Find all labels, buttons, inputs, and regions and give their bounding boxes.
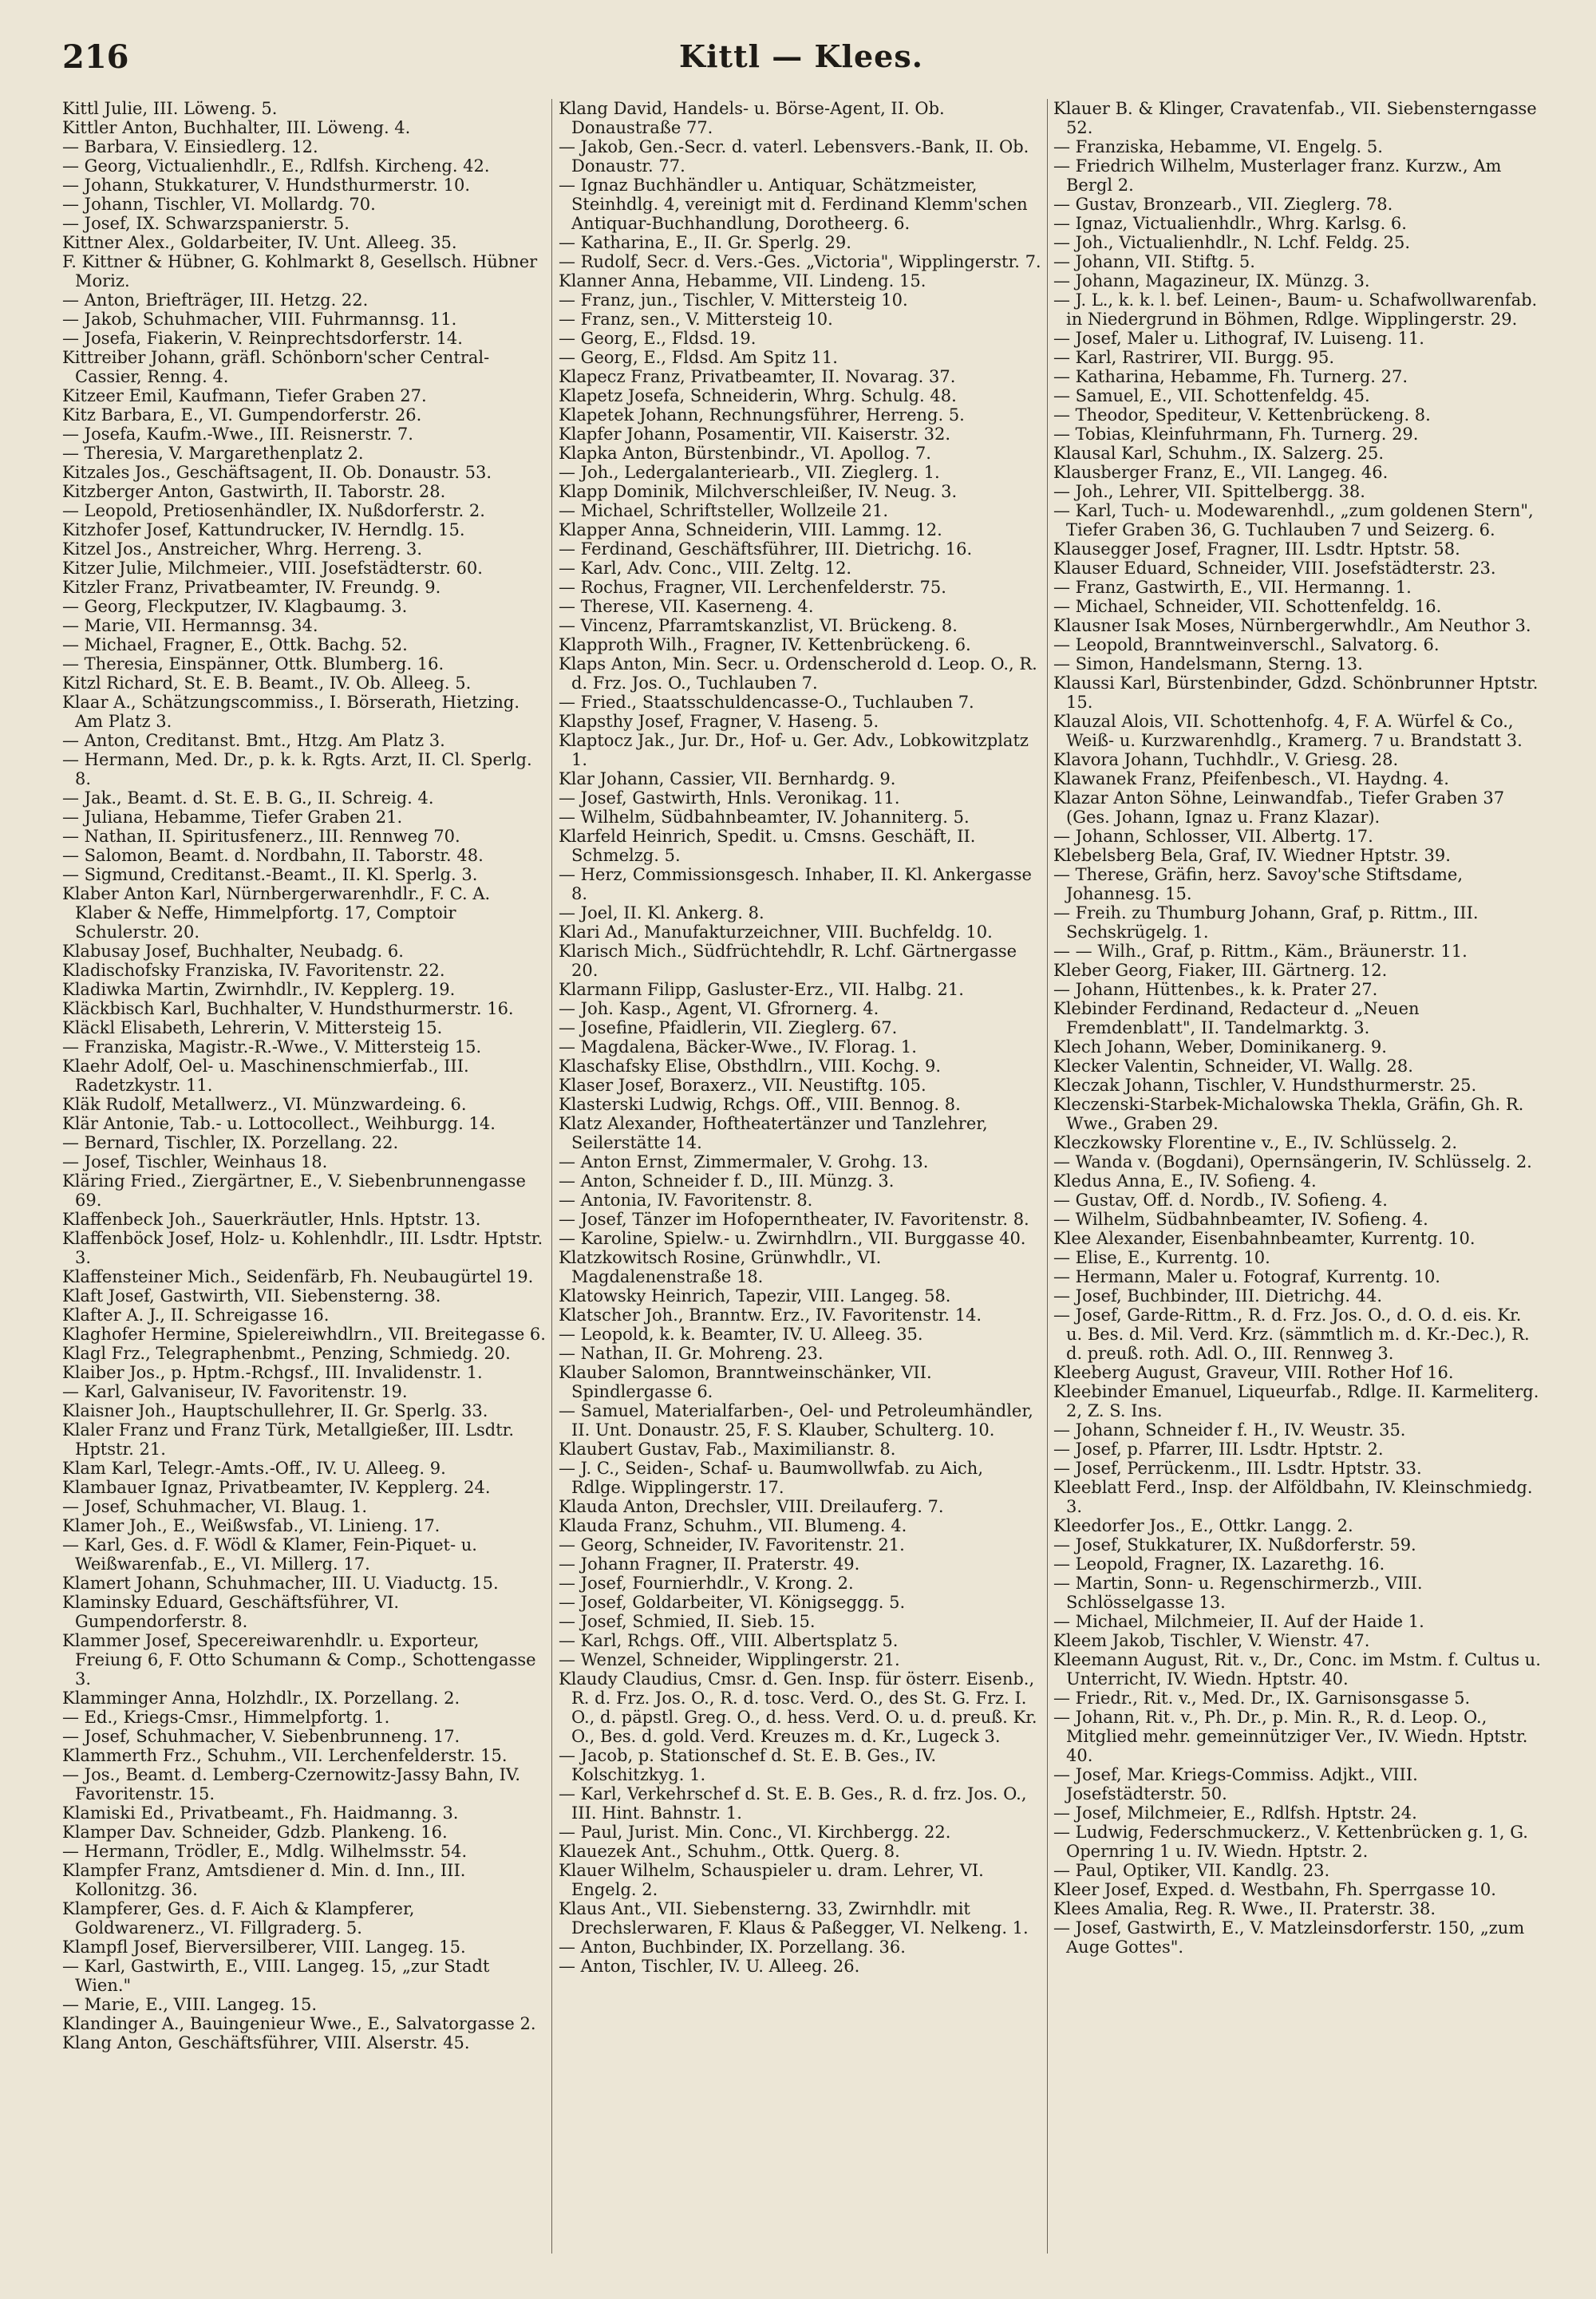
directory-entry: Kitzel Jos., Anstreicher, Whrg. Herreng. 3. — [62, 539, 423, 559]
directory-entry: Klaghofer Hermine, Spielereiwhdlrn., VII. Breitegasse 6. — [62, 1325, 546, 1344]
directory-entry: Kitz Barbara, E., VI. Gumpendorferstr. 26. — [62, 405, 422, 425]
directory-entry: Kleem Jakob, Tischler, V. Wienstr. 47. — [1053, 1631, 1370, 1650]
directory-entry: Klasterski Ludwig, Rchgs. Off., VIII. Bennog. 8. — [559, 1095, 961, 1114]
directory-entry: Klausberger Franz, E., VII. Langeg. 46. — [1053, 463, 1389, 482]
directory-entry: — Therese, Gräfin, herz. Savoy'sche Stiftsdame, Johannesg. 15. — [1053, 865, 1464, 903]
column-1 — [62, 99, 546, 2254]
directory-entry: — Josef, Buchbinder, III. Dietrichg. 44. — [1053, 1286, 1383, 1306]
directory-entry: — Johann, Tischler, VI. Mollardg. 70. — [62, 195, 376, 214]
directory-entry: — Josef, Maler u. Lithograf, IV. Luiseng. 11. — [1053, 329, 1424, 348]
directory-entry: — Georg, E., Fldsd. 19. — [559, 329, 757, 348]
directory-entry: Klamminger Anna, Holzhdlr., IX. Porzellang. 2. — [62, 1689, 460, 1708]
directory-entry: — Theresia, Einspänner, Ottk. Blumberg. 16. — [62, 654, 444, 674]
directory-entry: Klauser Eduard, Schneider, VIII. Josefstädterstr. 23. — [1053, 559, 1496, 578]
directory-entry: Kleczkowsky Florentine v., E., IV. Schlüsselg. 2. — [1053, 1133, 1458, 1152]
directory-entry: Klaser Josef, Boraxerz., VII. Neustiftg. 105. — [559, 1076, 926, 1095]
directory-entry: Klaiber Jos., p. Hptm.-Rchgsf., III. Invalidenstr. 1. — [62, 1363, 483, 1382]
directory-entry: — Josef, Garde-Rittm., R. d. Frz. Jos. O., d. O. d. eis. Kr. u. Bes. d. Mil. Verd. Krz. (sämmtlich m. d. Kr.-Dec.), R. d. preuß. roth. Adl. O., III. Rennweg 3. — [1053, 1306, 1530, 1363]
directory-entry: Klauer Wilhelm, Schauspieler u. dram. Lehrer, VI. Engelg. 2. — [559, 1861, 984, 1899]
directory-entry: Kittreiber Johann, gräfl. Schönborn'scher Central-Cassier, Renng. 4. — [62, 348, 490, 386]
directory-entry: — J. L., k. k. l. bef. Leinen-, Baum- u. Schafwollwarenfab. in Niedergrund in Böhmen, Rdlge. Wipplingerstr. 29. — [1053, 290, 1538, 329]
directory-entry: — Bernard, Tischler, IX. Porzellang. 22. — [62, 1133, 399, 1152]
directory-entry: — Josefa, Kaufm.-Wwe., III. Reisnerstr. 7. — [62, 425, 413, 444]
directory-entry: — Karl, Rchgs. Off., VIII. Albertsplatz 5. — [559, 1631, 899, 1650]
directory-entry: Kleczenski-Starbek-Michalowska Thekla, Gräfin, Gh. R. Wwe., Graben 29. — [1053, 1095, 1524, 1133]
directory-entry: — Johann, Schlosser, VII. Albertg. 17. — [1053, 827, 1373, 846]
directory-entry: Klaar A., Schätzungscommiss., I. Börserath, Hietzing. Am Platz 3. — [62, 693, 519, 731]
directory-entry: Kittler Anton, Buchhalter, III. Löweng. 4. — [62, 118, 411, 137]
directory-entry: Klapp Dominik, Milchverschleißer, IV. Neug. 3. — [559, 482, 958, 501]
directory-entry: Klapetz Josefa, Schneiderin, Whrg. Schulg. 48. — [559, 386, 957, 405]
column-3 — [1053, 99, 1542, 2254]
directory-entry: — Josef, Schuhmacher, VI. Blaug. 1. — [62, 1497, 368, 1516]
directory-entry: — Josef, Milchmeier, E., Rdlfsh. Hptstr. 24. — [1053, 1803, 1417, 1823]
directory-entry: — Joh., Lehrer, VII. Spittelbergg. 38. — [1053, 482, 1365, 501]
directory-entry: Klawanek Franz, Pfeifenbesch., VI. Haydng. 4. — [1053, 769, 1449, 788]
directory-entry: — Gustav, Bronzearb., VII. Zieglerg. 78. — [1053, 195, 1393, 214]
directory-entry: — Josef, Stukkaturer, IX. Nußdorferstr. 59. — [1053, 1535, 1416, 1554]
directory-entry: Klaehr Adolf, Oel- u. Maschinenschmierfab., III. Radetzkystr. 11. — [62, 1057, 469, 1095]
directory-entry: Klech Johann, Weber, Dominikanerg. 9. — [1053, 1037, 1387, 1057]
directory-entry: — Nathan, II. Spiritusfenerz., III. Rennweg 70. — [62, 827, 460, 846]
directory-entry: Kitzberger Anton, Gastwirth, II. Taborstr. 28. — [62, 482, 446, 501]
directory-entry: — — Wilh., Graf, p. Rittm., Käm., Bräunerstr. 11. — [1053, 942, 1468, 961]
directory-entry: Klapecz Franz, Privatbeamter, II. Novarag. 37. — [559, 367, 956, 386]
directory-entry: Klaffensteiner Mich., Seidenfärb, Fh. Neubaugürtel 19. — [62, 1267, 534, 1286]
directory-entry: — Jacob, p. Stationschef d. St. E. B. Ges., IV. Kolschitzkyg. 1. — [559, 1746, 937, 1784]
directory-entry: Klammer Josef, Specereiwarenhdlr. u. Exporteur, Freiung 6, F. Otto Schumann & Comp., Schottengasse 3. — [62, 1631, 536, 1689]
directory-entry: — Samuel, E., VII. Schottenfeldg. 45. — [1053, 386, 1370, 405]
directory-entry: — Karl, Adv. Conc., VIII. Zeltg. 12. — [559, 559, 852, 578]
directory-entry: Klaffenböck Josef, Holz- u. Kohlenhdlr., III. Lsdtr. Hptstr. 3. — [62, 1229, 543, 1267]
directory-entry: — Leopold, Pretiosenhändler, IX. Nußdorferstr. 2. — [62, 501, 485, 520]
directory-entry: Klabusay Josef, Buchhalter, Neubadg. 6. — [62, 942, 404, 961]
directory-entry: Klapper Anna, Schneiderin, VIII. Lammg. 12. — [559, 520, 942, 539]
directory-entry: — Joh. Kasp., Agent, VI. Gfrornerg. 4. — [559, 999, 879, 1018]
directory-entry: Klavora Johann, Tuchhdlr., V. Griesg. 28. — [1053, 750, 1399, 769]
directory-entry: Klamper Dav. Schneider, Gdzb. Plankeng. 16. — [62, 1823, 448, 1842]
directory-entry: Kleebinder Emanuel, Liqueurfab., Rdlge. II. Karmeliterg. 2, Z. S. Ins. — [1053, 1382, 1539, 1420]
directory-entry: — Josefa, Fiakerin, V. Reinprechtsdorferstr. 14. — [62, 329, 463, 348]
directory-entry: — Gustav, Off. d. Nordb., IV. Sofieng. 4. — [1053, 1191, 1388, 1210]
directory-entry: Klaussi Karl, Bürstenbinder, Gdzd. Schönbrunner Hptstr. 15. — [1053, 674, 1539, 712]
directory-entry: — Elise, E., Kurrentg. 10. — [1053, 1248, 1270, 1267]
directory-entry: — Sigmund, Creditanst.-Beamt., II. Kl. Sperlg. 3. — [62, 865, 478, 884]
directory-entry: — Magdalena, Bäcker-Wwe., IV. Florag. 1. — [559, 1037, 917, 1057]
directory-entry: — Josef, Gastwirth, E., V. Matzleinsdorferstr. 150, „zum Auge Gottes". — [1053, 1918, 1525, 1957]
directory-entry: — Michael, Schriftsteller, Wollzeile 21. — [559, 501, 889, 520]
directory-entry: — Vincenz, Pfarramtskanzlist, VI. Brückeng. 8. — [559, 616, 958, 635]
directory-entry: Klee Alexander, Eisenbahnbeamter, Kurrentg. 10. — [1053, 1229, 1476, 1248]
column-divider — [551, 99, 552, 2254]
directory-entry: — Joel, II. Kl. Ankerg. 8. — [559, 903, 764, 922]
directory-entry: Klatowsky Heinrich, Tapezir, VIII. Langeg. 58. — [559, 1286, 951, 1306]
directory-entry: — Theodor, Spediteur, V. Kettenbrückeng. 8. — [1053, 405, 1431, 425]
directory-entry: — Hermann, Trödler, E., Mdlg. Wilhelmsstr. 54. — [62, 1842, 468, 1861]
directory-entry: — Paul, Jurist. Min. Conc., VI. Kirchbergg. 22. — [559, 1823, 951, 1842]
directory-entry: — Johann, Rit. v., Ph. Dr., p. Min. R., R. d. Leop. O., Mitglied mehr. gemeinnütziger Ver., IV. Wiedn. Hptstr. 40. — [1053, 1708, 1528, 1765]
directory-entry: — Josef, Schmied, II. Sieb. 15. — [559, 1612, 816, 1631]
directory-entry: — Jakob, Schuhmacher, VIII. Fuhrmannsg. 11. — [62, 310, 457, 329]
directory-entry: — Franziska, Magistr.-R.-Wwe., V. Mittersteig 15. — [62, 1037, 482, 1057]
directory-entry: Kleemann August, Rit. v., Dr., Conc. im Mstm. f. Cultus u. Unterricht, IV. Wiedn. Hptstr. 40. — [1053, 1650, 1541, 1689]
column-divider — [1047, 99, 1048, 2254]
directory-entry: — Karl, Rastrirer, VII. Burgg. 95. — [1053, 348, 1335, 367]
directory-entry: — Katharina, E., II. Gr. Sperlg. 29. — [559, 233, 851, 252]
directory-entry: — J. C., Seiden-, Schaf- u. Baumwollwfab. zu Aich, Rdlge. Wipplingerstr. 17. — [559, 1459, 984, 1497]
directory-entry: — Karl, Tuch- u. Modewarenhdl., „zum goldenen Stern", Tiefer Graben 36, G. Tuchlauben 7 und Seizerg. 6. — [1053, 501, 1534, 539]
directory-entry: Klausegger Josef, Fragner, III. Lsdtr. Hptstr. 58. — [1053, 539, 1460, 559]
directory-entry: Kleeberg August, Graveur, VIII. Rother Hof 16. — [1053, 1363, 1454, 1382]
directory-entry: — Franz, jun., Tischler, V. Mittersteig 10. — [559, 290, 908, 310]
directory-entry: Kläckbisch Karl, Buchhalter, V. Hundsthurmerstr. 16. — [62, 999, 514, 1018]
directory-entry: Klauezek Ant., Schuhm., Ottk. Querg. 8. — [559, 1842, 900, 1861]
directory-entry: — Rochus, Fragner, VII. Lerchenfelderstr. 75. — [559, 578, 946, 597]
directory-entry: — Friedr., Rit. v., Med. Dr., IX. Garnisonsgasse 5. — [1053, 1689, 1471, 1708]
directory-entry: — Franz, sen., V. Mittersteig 10. — [559, 310, 833, 329]
directory-entry: Klauber Salomon, Branntweinschänker, VII. Spindlergasse 6. — [559, 1363, 932, 1401]
directory-entry: — Josef, Gastwirth, Hnls. Veronikag. 11. — [559, 788, 900, 808]
directory-entry: — Marie, E., VIII. Langeg. 15. — [62, 1995, 318, 2014]
directory-entry: Klammerth Frz., Schuhm., VII. Lerchenfelderstr. 15. — [62, 1746, 508, 1765]
directory-entry: — Theresia, V. Margarethenplatz 2. — [62, 444, 364, 463]
directory-entry: Klampfl Josef, Bierversilberer, VIII. Langeg. 15. — [62, 1938, 466, 1957]
directory-entry: Klausner Isak Moses, Nürnbergerwhdlr., Am Neuthor 3. — [1053, 616, 1531, 635]
directory-entry: — Jos., Beamt. d. Lemberg-Czernowitz-Jassy Bahn, IV. Favoritenstr. 15. — [62, 1765, 521, 1803]
directory-entry: Kladiwka Martin, Zwirnhdlr., IV. Kepplerg. 19. — [62, 980, 456, 999]
directory-entry: Klapetek Johann, Rechnungsführer, Herreng. 5. — [559, 405, 965, 425]
directory-entry: — Antonia, IV. Favoritenstr. 8. — [559, 1191, 813, 1210]
directory-entry: — Josef, Tänzer im Hofoperntheater, IV. Favoritenstr. 8. — [559, 1210, 1029, 1229]
directory-entry: — Leopold, k. k. Beamter, IV. U. Alleeg. 35. — [559, 1325, 923, 1344]
directory-entry: Klanner Anna, Hebamme, VII. Lindeng. 15. — [559, 271, 926, 290]
directory-entry: Klagl Frz., Telegraphenbmt., Penzing, Schmiedg. 20. — [62, 1344, 511, 1363]
directory-entry: — Anton, Buchbinder, IX. Porzellang. 36. — [559, 1938, 906, 1957]
directory-entry: Kittl Julie, III. Löweng. 5. — [62, 99, 278, 118]
directory-entry: — Karl, Verkehrschef d. St. E. B. Ges., R. d. frz. Jos. O., III. Hint. Bahnstr. 1. — [559, 1784, 1027, 1823]
directory-entry: Kitzeer Emil, Kaufmann, Tiefer Graben 27. — [62, 386, 427, 405]
directory-entry: — Rudolf, Secr. d. Vers.-Ges. „Victoria", Wipplingerstr. 7. — [559, 252, 1041, 271]
directory-entry: — Therese, VII. Kaserneng. 4. — [559, 597, 814, 616]
directory-entry: Klapka Anton, Bürstenbindr., VI. Apollog. 7. — [559, 444, 931, 463]
directory-entry: — Johann, VII. Stiftg. 5. — [1053, 252, 1255, 271]
directory-entry: — Wilhelm, Südbahnbeamter, IV. Johanniterg. 5. — [559, 808, 970, 827]
directory-entry: Klari Ad., Manufakturzeichner, VIII. Buchfeldg. 10. — [559, 922, 993, 942]
directory-entry: — Martin, Sonn- u. Regenschirmerzb., VIII. Schlösselgasse 13. — [1053, 1574, 1423, 1612]
directory-entry: Klebelsberg Bela, Graf, IV. Wiedner Hptstr. 39. — [1053, 846, 1451, 865]
directory-entry: — Wilhelm, Südbahnbeamter, IV. Sofieng. 4. — [1053, 1210, 1428, 1229]
directory-entry: Klarmann Filipp, Gasluster-Erz., VII. Halbg. 21. — [559, 980, 964, 999]
directory-entry: — Georg, Victualienhdlr., E., Rdlfsh. Kircheng. 42. — [62, 156, 490, 176]
directory-entry: Klatz Alexander, Hoftheatertänzer und Tanzlehrer, Seilerstätte 14. — [559, 1114, 988, 1152]
directory-entry: Klaffenbeck Joh., Sauerkräutler, Hnls. Hptstr. 13. — [62, 1210, 481, 1229]
directory-entry: — Ferdinand, Geschäftsführer, III. Dietrichg. 16. — [559, 539, 973, 559]
directory-entry: — Joh., Victualienhdlr., N. Lchf. Feldg. 25. — [1053, 233, 1411, 252]
directory-entry: Klausal Karl, Schuhm., IX. Salzerg. 25. — [1053, 444, 1385, 463]
directory-entry: Kläk Rudolf, Metallwerz., VI. Münzwardeing. 6. — [62, 1095, 467, 1114]
directory-entry: Kledus Anna, E., IV. Sofieng. 4. — [1053, 1171, 1317, 1191]
directory-entry: Kleer Josef, Exped. d. Westbahn, Fh. Sperrgasse 10. — [1053, 1880, 1496, 1899]
page-number: 216 — [62, 38, 129, 76]
directory-entry: Klam Karl, Telegr.-Amts.-Off., IV. U. Alleeg. 9. — [62, 1459, 446, 1478]
directory-entry: Kleeblatt Ferd., Insp. der Alföldbahn, IV. Kleinschmiedg. 3. — [1053, 1478, 1533, 1516]
directory-entry: — Samuel, Materialfarben-, Oel- und Petroleumhändler, II. Unt. Donaustr. 25, F. S. Klauber, Schulterg. 10. — [559, 1401, 1033, 1440]
directory-entry: Klär Antonie, Tab.- u. Lottocollect., Weihburgg. 14. — [62, 1114, 496, 1133]
directory-entry: Klarfeld Heinrich, Spedit. u. Cmsns. Geschäft, II. Schmelzg. 5. — [559, 827, 976, 865]
directory-entry: Klatscher Joh., Branntw. Erz., IV. Favoritenstr. 14. — [559, 1306, 982, 1325]
directory-entry: Kleedorfer Jos., E., Ottkr. Langg. 2. — [1053, 1516, 1353, 1535]
directory-entry: Klaps Anton, Min. Secr. u. Ordenscherold d. Leop. O., R. d. Frz. Jos. O., Tuchlauben 7. — [559, 654, 1037, 693]
directory-entry: Kitzler Franz, Privatbeamter, IV. Freundg. 9. — [62, 578, 441, 597]
directory-entry: — Michael, Milchmeier, II. Auf der Haide 1. — [1053, 1612, 1424, 1631]
directory-entry: — Karoline, Spielw.- u. Zwirnhdlrn., VII. Burggasse 40. — [559, 1229, 1026, 1248]
directory-entry: Kleber Georg, Fiaker, III. Gärtnerg. 12. — [1053, 961, 1388, 980]
directory-entry: — Simon, Handelsmann, Sterng. 13. — [1053, 654, 1363, 674]
directory-entry: Kitzales Jos., Geschäftsagent, II. Ob. Donaustr. 53. — [62, 463, 492, 482]
directory-entry: Klatzkowitsch Rosine, Grünwhdlr., VI. Magdalenenstraße 18. — [559, 1248, 882, 1286]
directory-entry: Kläckl Elisabeth, Lehrerin, V. Mittersteig 15. — [62, 1018, 443, 1037]
directory-entry: — Paul, Optiker, VII. Kandlg. 23. — [1053, 1861, 1330, 1880]
directory-entry: — Anton Ernst, Zimmermaler, V. Grohg. 13. — [559, 1152, 929, 1171]
directory-entry: — Karl, Galvaniseur, IV. Favoritenstr. 19. — [62, 1382, 408, 1401]
directory-entry: Klamer Joh., E., Weißwsfab., VI. Linieng. 17. — [62, 1516, 440, 1535]
directory-entry: Klapproth Wilh., Fragner, IV. Kettenbrückeng. 6. — [559, 635, 971, 654]
directory-entry: Kitzhofer Josef, Kattundrucker, IV. Herndlg. 15. — [62, 520, 465, 539]
directory-entry: Klambauer Ignaz, Privatbeamter, IV. Kepplerg. 24. — [62, 1478, 491, 1497]
directory-entry: — Karl, Ges. d. F. Wödl & Klamer, Fein-Piquet- u. Weißwarenfab., E., VI. Millerg. 17. — [62, 1535, 477, 1574]
directory-entry: — Tobias, Kleinfuhrmann, Fh. Turnerg. 29. — [1053, 425, 1419, 444]
directory-entry: Klaudy Claudius, Cmsr. d. Gen. Insp. für österr. Eisenb., R. d. Frz. Jos. O., R. d. tosc. Verd. O., des St. G. Frz. I. O., d. päpstl. Greg. O., d. hess. Verd. O. u. d. preuß. Kr. O., Bes. d. gold. Verd. Kreuzes m. d. Kr., Lugeck 3. — [559, 1669, 1037, 1746]
directory-entry: Klaus Ant., VII. Siebensterng. 33, Zwirnhdlr. mit Drechslerwaren, F. Klaus & Paßegger, VI. Nelkeng. 1. — [559, 1899, 1029, 1938]
directory-entry: — Joh., Ledergalanteriearb., VII. Zieglerg. 1. — [559, 463, 940, 482]
directory-entry: — Josef, Goldarbeiter, VI. Königseggg. 5. — [559, 1593, 906, 1612]
directory-entry: Kitzer Julie, Milchmeier., VIII. Josefstädterstr. 60. — [62, 559, 483, 578]
directory-entry: Klees Amalia, Reg. R. Wwe., II. Praterstr. 38. — [1053, 1899, 1436, 1918]
directory-entry: Klampfer Franz, Amtsdiener d. Min. d. Inn., III. Kollonitzg. 36. — [62, 1861, 466, 1899]
directory-entry: — Jak., Beamt. d. St. E. B. G., II. Schreig. 4. — [62, 788, 434, 808]
directory-entry: Klecker Valentin, Schneider, VI. Wallg. 28. — [1053, 1057, 1413, 1076]
directory-entry: — Karl, Gastwirth, E., VIII. Langeg. 15, „zur Stadt Wien." — [62, 1957, 490, 1995]
directory-entry: — Friedrich Wilhelm, Musterlager franz. Kurzw., Am Bergl 2. — [1053, 156, 1502, 195]
directory-entry: Klaft Josef, Gastwirth, VII. Siebensterng. 38. — [62, 1286, 441, 1306]
directory-entry: — Josef, IX. Schwarzspanierstr. 5. — [62, 214, 350, 233]
directory-entry: — Nathan, II. Gr. Mohreng. 23. — [559, 1344, 824, 1363]
directory-entry: Klamert Johann, Schuhmacher, III. U. Viaductg. 15. — [62, 1574, 499, 1593]
directory-entry: — Johann Fragner, II. Praterstr. 49. — [559, 1554, 860, 1574]
directory-entry: — Wenzel, Schneider, Wipplingerstr. 21. — [559, 1650, 900, 1669]
directory-entry: — Juliana, Hebamme, Tiefer Graben 21. — [62, 808, 403, 827]
directory-entry: Klazar Anton Söhne, Leinwandfab., Tiefer Graben 37 (Ges. Johann, Ignaz u. Franz Klazar). — [1053, 788, 1505, 827]
running-head: Kittl — Klees. — [679, 38, 923, 74]
directory-entry: Klaubert Gustav, Fab., Maximilianstr. 8. — [559, 1440, 896, 1459]
directory-entry: — Josef, Tischler, Weinhaus 18. — [62, 1152, 328, 1171]
directory-entry: — Franziska, Hebamme, VI. Engelg. 5. — [1053, 137, 1383, 156]
directory-entry: — Jakob, Gen.-Secr. d. vaterl. Lebensvers.-Bank, II. Ob. Donaustr. 77. — [559, 137, 1029, 176]
directory-entry: — Ignaz Buchhändler u. Antiquar, Schätzmeister, Steinhdlg. 4, vereinigt mit d. Ferdinand Klemm'schen Antiquar-Buchhandlung, Dorotheerg. 6. — [559, 176, 1028, 233]
page-header — [62, 38, 1540, 94]
directory-entry: Klamiski Ed., Privatbeamt., Fh. Haidmanng. 3. — [62, 1803, 459, 1823]
directory-entry: Klauzal Alois, VII. Schottenhofg. 4, F. A. Würfel & Co., Weiß- u. Kurzwarenhdlg., Kramerg. 7 u. Brandstatt 3. — [1053, 712, 1523, 750]
column-2 — [559, 99, 1042, 2254]
directory-entry: — Hermann, Med. Dr., p. k. k. Rgts. Arzt, II. Cl. Sperlg. 8. — [62, 750, 532, 788]
directory-entry: — Barbara, V. Einsiedlerg. 12. — [62, 137, 318, 156]
directory-entry: — Josef, Fournierhdlr., V. Krong. 2. — [559, 1574, 854, 1593]
directory-entry: Klauda Anton, Drechsler, VIII. Dreilauferg. 7. — [559, 1497, 944, 1516]
directory-entry: — Anton, Schneider f. D., III. Münzg. 3. — [559, 1171, 895, 1191]
directory-entry: — Wanda v. (Bogdani), Opernsängerin, IV. Schlüsselg. 2. — [1053, 1152, 1532, 1171]
directory-entry: Klapfer Johann, Posamentir, VII. Kaiserstr. 32. — [559, 425, 951, 444]
directory-entry: — Freih. zu Thumburg Johann, Graf, p. Rittm., III. Sechskrügelg. 1. — [1053, 903, 1479, 942]
directory-entry: — Michael, Schneider, VII. Schottenfeldg. 16. — [1053, 597, 1442, 616]
directory-entry: Klaschafsky Elise, Obsthdlrn., VIII. Kochg. 9. — [559, 1057, 942, 1076]
directory-entry: Klauer B. & Klinger, Cravatenfab., VII. Siebensterngasse 52. — [1053, 99, 1537, 137]
directory-entry: — Marie, VII. Hermannsg. 34. — [62, 616, 318, 635]
directory-entry: — Johann, Schneider f. H., IV. Weustr. 35. — [1053, 1420, 1406, 1440]
directory-entry: — Ludwig, Federschmuckerz., V. Kettenbrücken g. 1, G. Opernring 1 u. IV. Wiedn. Hptstr. 2. — [1053, 1823, 1528, 1861]
directory-entry: Klauda Franz, Schuhm., VII. Blumeng. 4. — [559, 1516, 907, 1535]
directory-entry: Klarisch Mich., Südfrüchtehdlr, R. Lchf. Gärtnergasse 20. — [559, 942, 1017, 980]
directory-entry: — Anton, Tischler, IV. U. Alleeg. 26. — [559, 1957, 860, 1976]
directory-entry: — Leopold, Fragner, IX. Lazarethg. 16. — [1053, 1554, 1385, 1574]
directory-entry: — Hermann, Maler u. Fotograf, Kurrentg. 10. — [1053, 1267, 1440, 1286]
directory-entry: — Ignaz, Victualienhdlr., Whrg. Karlsg. 6. — [1053, 214, 1407, 233]
directory-entry: — Georg, E., Fldsd. Am Spitz 11. — [559, 348, 838, 367]
directory-entry: — Anton, Briefträger, III. Hetzg. 22. — [62, 290, 369, 310]
directory-entry: Kleczak Johann, Tischler, V. Hundsthurmerstr. 25. — [1053, 1076, 1477, 1095]
directory-entry: — Josef, Schuhmacher, V. Siebenbrunneng. 17. — [62, 1727, 460, 1746]
directory-entry: Klaminsky Eduard, Geschäftsführer, VI. Gumpendorferstr. 8. — [62, 1593, 400, 1631]
directory-entry: — Salomon, Beamt. d. Nordbahn, II. Taborstr. 48. — [62, 846, 484, 865]
directory-entry: — Michael, Fragner, E., Ottk. Bachg. 52. — [62, 635, 408, 654]
directory-entry: Klampferer, Ges. d. F. Aich & Klampferer, Goldwarenerz., VI. Fillgraderg. 5. — [62, 1899, 415, 1938]
directory-entry: — Josef, p. Pfarrer, III. Lsdtr. Hptstr. 2. — [1053, 1440, 1384, 1459]
directory-entry: — Katharina, Hebamme, Fh. Turnerg. 27. — [1053, 367, 1408, 386]
directory-entry: — Johann, Magazineur, IX. Münzg. 3. — [1053, 271, 1370, 290]
directory-entry: — Josef, Mar. Kriegs-Commiss. Adjkt., VIII. Josefstädterstr. 50. — [1053, 1765, 1418, 1803]
directory-entry: Klebinder Ferdinand, Redacteur d. „Neuen Fremdenblatt", II. Tandelmarktg. 3. — [1053, 999, 1420, 1037]
directory-entry: Kitzl Richard, St. E. B. Beamt., IV. Ob. Alleeg. 5. — [62, 674, 472, 693]
directory-entry: Klaisner Joh., Hauptschullehrer, II. Gr. Sperlg. 33. — [62, 1401, 488, 1420]
directory-entry: Kladischofsky Franziska, IV. Favoritenstr. 22. — [62, 961, 445, 980]
directory-entry: Klapsthy Josef, Fragner, V. Haseng. 5. — [559, 712, 879, 731]
directory-entry: — Ed., Kriegs-Cmsr., Himmelpfortg. 1. — [62, 1708, 390, 1727]
directory-entry: — Johann, Hüttenbes., k. k. Prater 27. — [1053, 980, 1378, 999]
directory-entry: Kläring Fried., Ziergärtner, E., V. Siebenbrunnengasse 69. — [62, 1171, 526, 1210]
directory-entry: Klaptocz Jak., Jur. Dr., Hof- u. Ger. Adv., Lobkowitzplatz 1. — [559, 731, 1029, 769]
directory-entry: — Johann, Stukkaturer, V. Hundsthurmerstr. 10. — [62, 176, 471, 195]
directory-entry: Klaber Anton Karl, Nürnbergerwarenhdlr., F. C. A. Klaber & Neffe, Himmelpfortg. 17, Comptoir Schulerstr. 20. — [62, 884, 491, 942]
directory-entry: Klang Anton, Geschäftsführer, VIII. Alserstr. 45. — [62, 2033, 470, 2052]
directory-entry: — Georg, Fleckputzer, IV. Klagbaumg. 3. — [62, 597, 408, 616]
directory-entry: — Georg, Schneider, IV. Favoritenstr. 21. — [559, 1535, 905, 1554]
directory-entry: — Leopold, Branntweinverschl., Salvatorg. 6. — [1053, 635, 1440, 654]
directory-entry: Klandinger A., Bauingenieur Wwe., E., Salvatorgasse 2. — [62, 2014, 536, 2033]
directory-entry: — Herz, Commissionsgesch. Inhaber, II. Kl. Ankergasse 8. — [559, 865, 1032, 903]
directory-entry: Klar Johann, Cassier, VII. Bernhardg. 9. — [559, 769, 896, 788]
directory-entry: Klaler Franz und Franz Türk, Metallgießer, III. Lsdtr. Hptstr. 21. — [62, 1420, 515, 1459]
directory-entry: — Anton, Creditanst. Bmt., Htzg. Am Platz 3. — [62, 731, 445, 750]
directory-entry: — Franz, Gastwirth, E., VII. Hermanng. 1. — [1053, 578, 1412, 597]
directory-entry: — Fried., Staatsschuldencasse-O., Tuchlauben 7. — [559, 693, 974, 712]
directory-entry: Klafter A. J., II. Schreigasse 16. — [62, 1306, 330, 1325]
directory-entry: F. Kittner & Hübner, G. Kohlmarkt 8, Gesellsch. Hübner Moriz. — [62, 252, 538, 290]
directory-entry: Kittner Alex., Goldarbeiter, IV. Unt. Alleeg. 35. — [62, 233, 457, 252]
directory-entry: — Josef, Perrückenm., III. Lsdtr. Hptstr. 33. — [1053, 1459, 1422, 1478]
directory-entry: — Josefine, Pfaidlerin, VII. Zieglerg. 67. — [559, 1018, 898, 1037]
directory-entry: Klang David, Handels- u. Börse-Agent, II. Ob. Donaustraße 77. — [559, 99, 945, 137]
